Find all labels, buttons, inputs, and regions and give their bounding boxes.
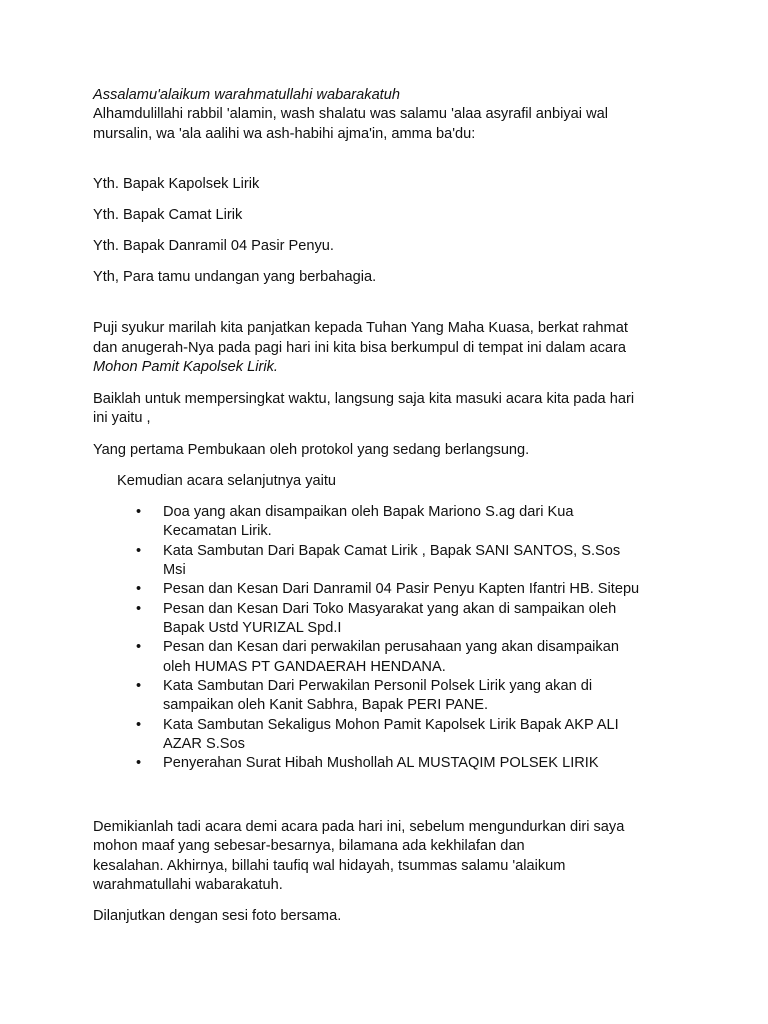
- addressee-line: Yth, Para tamu undangan yang berbahagia.: [93, 269, 377, 285]
- agenda-item: oleh HUMAS PT GANDAERAH HENDANA.: [163, 659, 446, 675]
- addressee-line: Yth. Bapak Kapolsek Lirik: [93, 176, 260, 192]
- intro-line: Baiklah untuk mempersingkat waktu, langsung saja kita masuki acara kita pada hari: [93, 391, 635, 407]
- opening-line: Puji syukur marilah kita panjatkan kepada Tuhan Yang Maha Kuasa, berkat rahmat: [93, 320, 628, 336]
- opening-line: dan anugerah-Nya pada pagi hari ini kita bisa berkumpul di tempat ini dalam acara: [93, 340, 626, 356]
- agenda-item: Doa yang akan disampaikan oleh Bapak Mariono S.ag dari Kua: [163, 504, 574, 520]
- next-agenda-label: Kemudian acara selanjutnya yaitu: [117, 473, 337, 489]
- agenda-item: Kecamatan Lirik.: [163, 523, 272, 539]
- greeting-line: mursalin, wa 'ala aalihi wa ash-habihi ajma'in, amma ba'du:: [93, 126, 476, 142]
- bullet-icon: •: [136, 678, 142, 694]
- agenda-item: Bapak Ustd YURIZAL Spd.I: [163, 620, 342, 636]
- bullet-icon: •: [136, 755, 142, 771]
- closing-line: mohon maaf yang sebesar-besarnya, bilamana ada kekhilafan dan: [93, 838, 525, 854]
- bullet-icon: •: [136, 504, 142, 520]
- agenda-item: AZAR S.Sos: [163, 736, 245, 752]
- agenda-item: Kata Sambutan Dari Perwakilan Personil Polsek Lirik yang akan di: [163, 678, 593, 694]
- bullet-icon: •: [136, 601, 142, 617]
- bullet-icon: •: [136, 581, 142, 597]
- agenda-item: Pesan dan Kesan Dari Danramil 04 Pasir Penyu Kapten Ifantri HB. Sitepu: [163, 581, 640, 597]
- agenda-item: sampaikan oleh Kanit Sabhra, Bapak PERI PANE.: [163, 697, 489, 713]
- agenda-item: Kata Sambutan Dari Bapak Camat Lirik , Bapak SANI SANTOS, S.Sos: [163, 543, 621, 559]
- agenda-item: Pesan dan Kesan dari perwakilan perusahaan yang akan disampaikan: [163, 639, 619, 655]
- intro-line: ini yaitu ,: [93, 410, 151, 426]
- agenda-item: Penyerahan Surat Hibah Mushollah AL MUSTAQIM POLSEK LIRIK: [163, 755, 599, 771]
- bullet-icon: •: [136, 639, 142, 655]
- bullet-icon: •: [136, 717, 142, 733]
- event-name: Mohon Pamit Kapolsek Lirik.: [93, 359, 278, 375]
- addressee-line: Yth. Bapak Camat Lirik: [93, 207, 243, 223]
- first-item-line: Yang pertama Pembukaan oleh protokol yang sedang berlangsung.: [93, 442, 530, 458]
- closing-line: kesalahan. Akhirnya, billahi taufiq wal hidayah, tsummas salamu 'alaikum: [93, 858, 566, 874]
- agenda-item: Msi: [163, 562, 186, 578]
- bullet-icon: •: [136, 543, 142, 559]
- salam-heading: Assalamu'alaikum warahmatullahi wabarakatuh: [93, 87, 400, 103]
- closing-line: warahmatullahi wabarakatuh.: [93, 877, 283, 893]
- final-line: Dilanjutkan dengan sesi foto bersama.: [93, 908, 342, 924]
- closing-line: Demikianlah tadi acara demi acara pada hari ini, sebelum mengundurkan diri saya: [93, 819, 625, 835]
- agenda-item: Pesan dan Kesan Dari Toko Masyarakat yang akan di sampaikan oleh: [163, 601, 617, 617]
- agenda-item: Kata Sambutan Sekaligus Mohon Pamit Kapolsek Lirik Bapak AKP ALI: [163, 717, 619, 733]
- addressee-line: Yth. Bapak Danramil 04 Pasir Penyu.: [93, 238, 334, 254]
- greeting-line: Alhamdulillahi rabbil 'alamin, wash shalatu was salamu 'alaa asyrafil anbiyai wal: [93, 106, 608, 122]
